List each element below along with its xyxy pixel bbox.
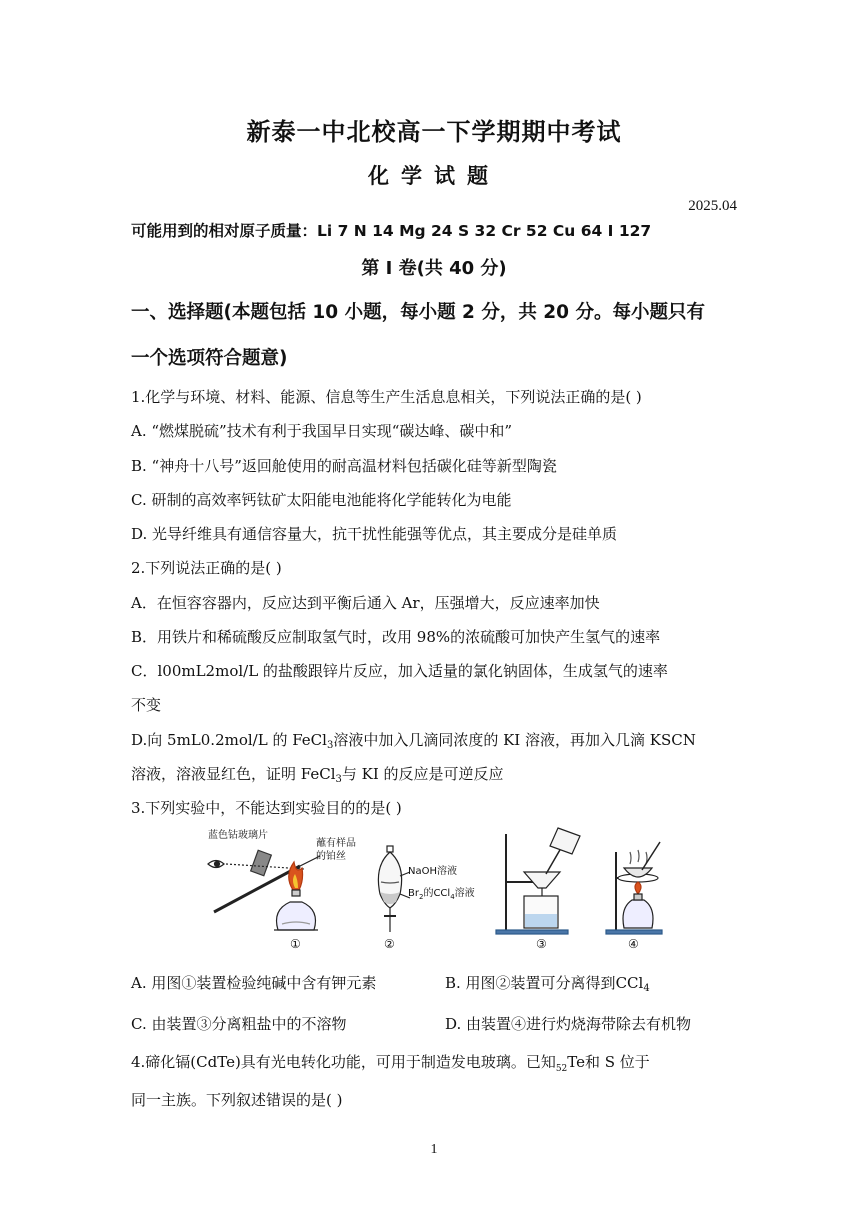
q2-option-d-part1: D.向 5mL0.2mol/L 的 FeCl [131,731,327,749]
label-num-2: ② [384,937,395,951]
q1-option-c: C. 研制的高效率钙钛矿太阳能电池能将化学能转化为电能 [131,491,512,509]
label-naoh: NaOH溶液 [408,866,457,877]
q2-option-c: C．l00mL2mol/L 的盐酸跟锌片反应，加入适量的氯化钠固体，生成氢气的速率 [131,662,668,680]
q1-option-a: A. “燃煤脱硫”技术有利于我国早日实现“碳达峰、碳中和” [131,422,513,440]
page-number: 1 [430,1142,438,1157]
exam-date: 2025.04 [688,198,737,214]
alcohol-lamp [623,900,653,928]
q3-option-b-subscript: 4 [643,983,650,994]
stand-base [606,930,662,934]
q3-option-d: D. 由装置④进行灼烧海带除去有机物 [445,1015,692,1033]
q1-option-b: B. “神舟十八号”返回舱使用的耐高温材料包括碳化硅等新型陶瓷 [131,457,557,475]
label-wire-1: 蘸有样品 [316,838,356,849]
q4-stem-cont: 同一主族。下列叙述错误的是( ) [131,1091,343,1109]
q2-stem: 2.下列说法正确的是( ) [131,559,282,577]
label-num-3: ③ [536,937,547,951]
apparatus-1-flame-test [208,850,320,930]
label-cobalt-glass: 蓝色钴玻璃片 [208,830,268,841]
q2-option-d-part3: 溶液，溶液显红色，证明 FeCl [131,765,336,783]
apparatus-figure [196,824,676,954]
stand-base [496,930,568,934]
q2-option-d-part4: 与 KI 的反应是可逆反应 [341,765,504,783]
apparatus-4-crucible [606,842,662,934]
q1-option-d: D. 光导纤维具有通信容量大，抗干扰性能强等优点，其主要成分是硅单质 [131,525,618,543]
cobalt-glass [251,850,272,875]
label-num-1: ① [290,937,301,951]
alcohol-lamp [277,902,316,930]
apparatus-2-separatory-funnel [378,846,410,932]
q2-option-a: A．在恒容容器内，反应达到平衡后通入 Ar，压强增大，反应速率加快 [131,594,600,612]
q3-option-b-text: B. 用图②装置可分离得到 [445,974,616,992]
pouring-beaker [550,828,580,854]
q4-stem-part2: 和 S 位于 [585,1053,650,1071]
label-br2-solution: $Br_2$的CCl$_4$溶液 [408,888,475,901]
q4-stem [131,1051,650,1074]
q4-stem-part1: 4.碲化镉(CdTe)具有光电转化功能，可用于制造发电玻璃。已知 [131,1053,556,1071]
section-title: 第 I 卷(共 40 分) [361,258,507,279]
part1-heading: 一、选择题(本题包括 10 小题，每小题 2 分，共 20 分。每小题只有 [131,302,705,323]
atomic-masses: 可能用到的相对原子质量：Li 7 N 14 Mg 24 S 32 Cr 52 Cu 64 I 127 [131,222,652,240]
q3-option-b [445,972,650,994]
exam-subtitle: 化学试题 [368,164,500,188]
q2-subscript: 3 [335,774,342,785]
funnel [524,872,560,888]
q2-subscript: 3 [326,740,334,751]
exam-title: 新泰一中北校高一下学期期中考试 [246,118,622,146]
q3-stem: 3.下列实验中，不能达到实验目的的是( ) [131,799,402,817]
q4-atomic-number: 52 [555,1064,568,1074]
q2-option-d-cont [131,763,504,785]
q2-option-d [131,729,696,751]
q2-option-b: B．用铁片和稀硫酸反应制取氢气时，改用 98%的浓硫酸可加快产生氢气的速率 [131,628,661,646]
q1-stem: 1.化学与环境、材料、能源、信息等生产生活息息相关，下列说法正确的是( ) [131,388,642,406]
q2-option-d-part2: 溶液中加入几滴同浓度的 KI 溶液，再加入几滴 KSCN [333,731,696,749]
label-wire-2: 的铂丝 [316,851,346,862]
part1-heading-cont: 一个选项符合题意) [131,348,288,369]
q4-element-te: Te [567,1053,585,1071]
q3-option-c: C. 由装置③分离粗盐中的不溶物 [131,1015,347,1033]
q3-option-b-formula: CCl [615,974,644,992]
q3-option-a: A. 用图①装置检验纯碱中含有钾元素 [131,974,377,992]
apparatus-3-filtration [496,828,580,934]
label-num-4: ④ [628,937,639,951]
q2-option-c-cont: 不变 [131,696,162,714]
evaporating-dish [624,868,652,877]
